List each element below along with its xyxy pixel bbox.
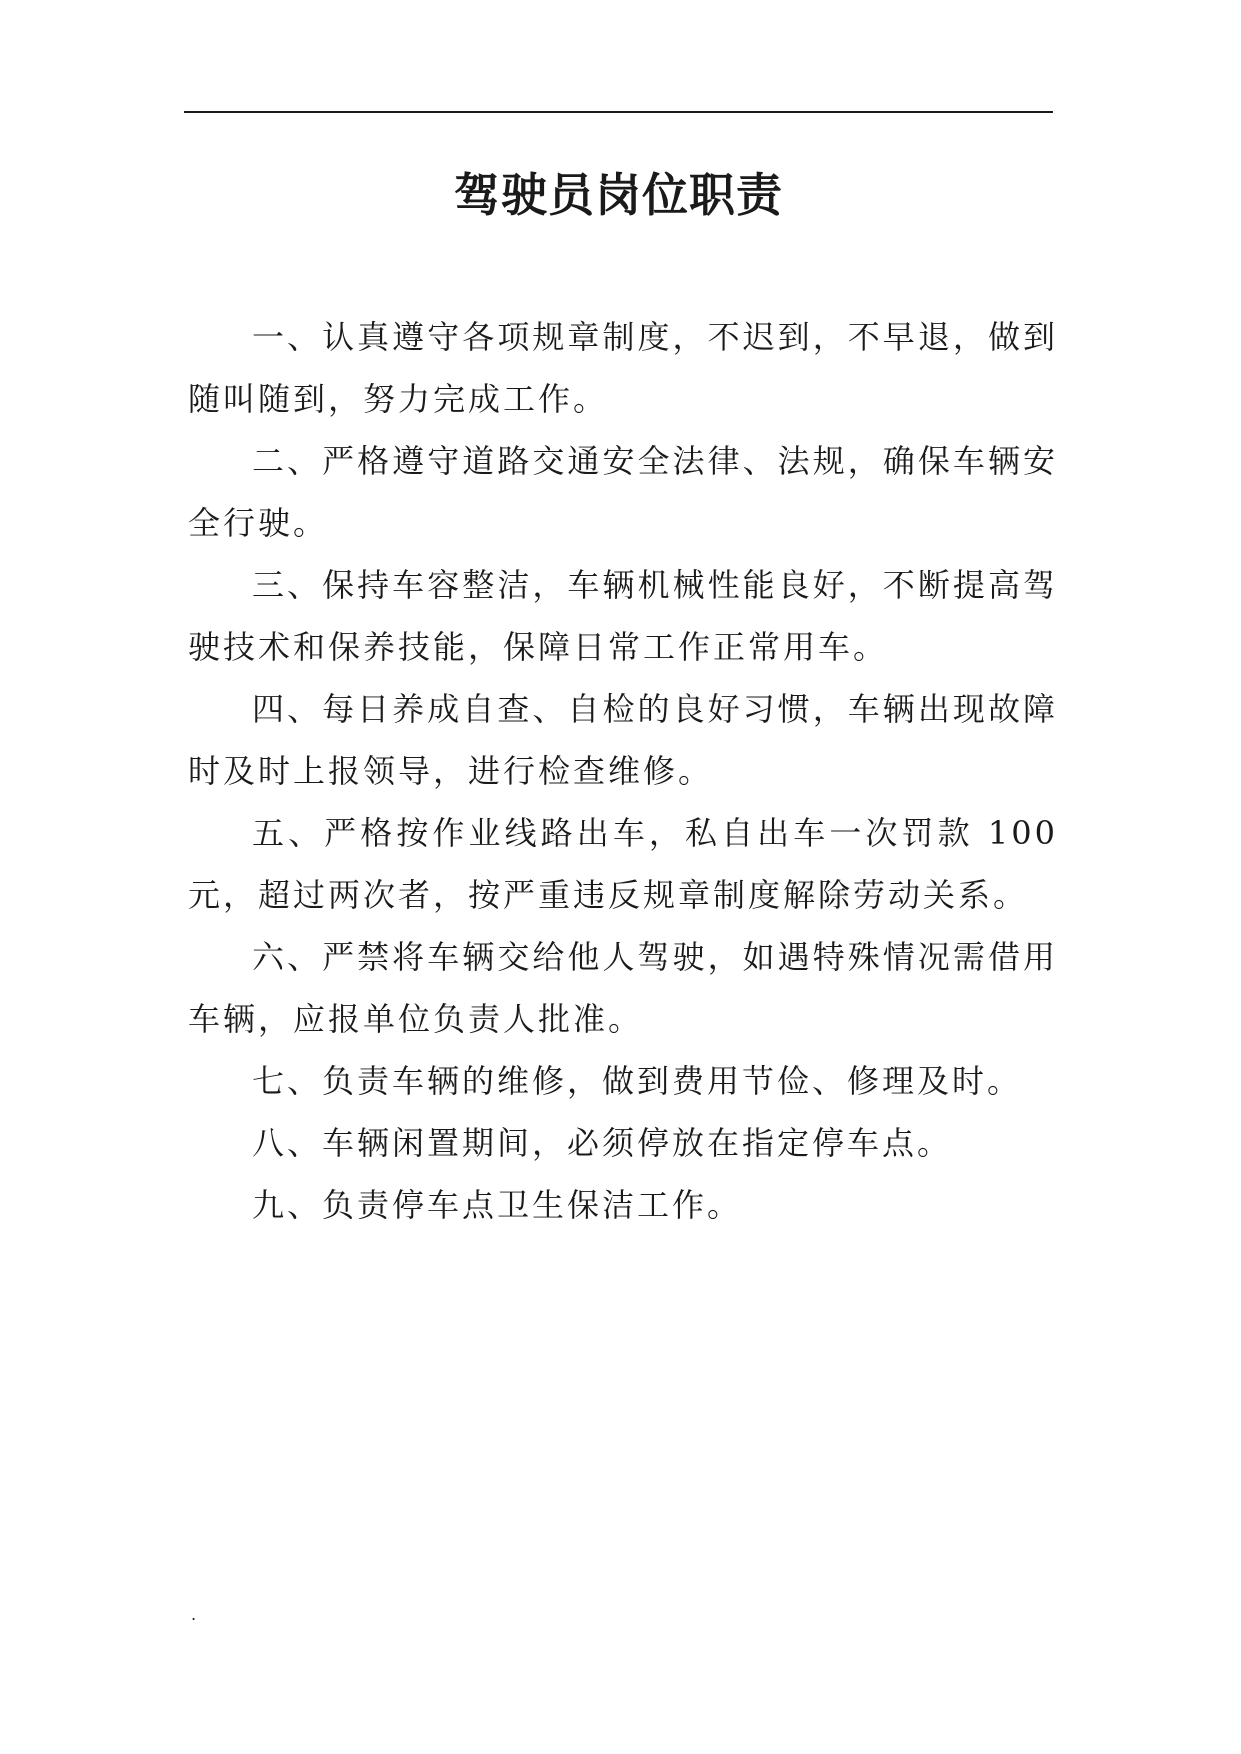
duty-paragraph-8: 八、车辆闲置期间，必须停放在指定停车点。 xyxy=(252,1124,953,1162)
duty-paragraph-5: 五、严格按作业线路出车，私自出车一次罚款 100 元，超过两次者，按严重违反规章制度解除劳动关系。 xyxy=(188,814,1058,914)
duties-list xyxy=(188,306,1058,1236)
footer-mark: . xyxy=(191,1605,197,1624)
duty-paragraph-7: 七、负责车辆的维修，做到费用节俭、修理及时。 xyxy=(252,1062,1023,1100)
top-divider xyxy=(184,111,1053,113)
duty-paragraph-3: 三、保持车容整洁，车辆机械性能良好，不断提高驾驶技术和保养技能，保障日常工作正常用车。 xyxy=(188,566,1058,666)
duty-paragraph-4: 四、每日养成自查、自检的良好习惯，车辆出现故障时及时上报领导，进行检查维修。 xyxy=(188,690,1058,790)
duty-paragraph-9: 九、负责停车点卫生保洁工作。 xyxy=(252,1186,743,1224)
duty-paragraph-6: 六、严禁将车辆交给他人驾驶，如遇特殊情况需借用车辆，应报单位负责人批准。 xyxy=(188,938,1058,1038)
duty-paragraph-2: 二、严格遵守道路交通安全法律、法规，确保车辆安全行驶。 xyxy=(188,442,1058,542)
duty-paragraph-1: 一、认真遵守各项规章制度，不迟到，不早退，做到随叫随到，努力完成工作。 xyxy=(188,318,1058,418)
document-title: 驾驶员岗位职责 xyxy=(454,168,783,222)
